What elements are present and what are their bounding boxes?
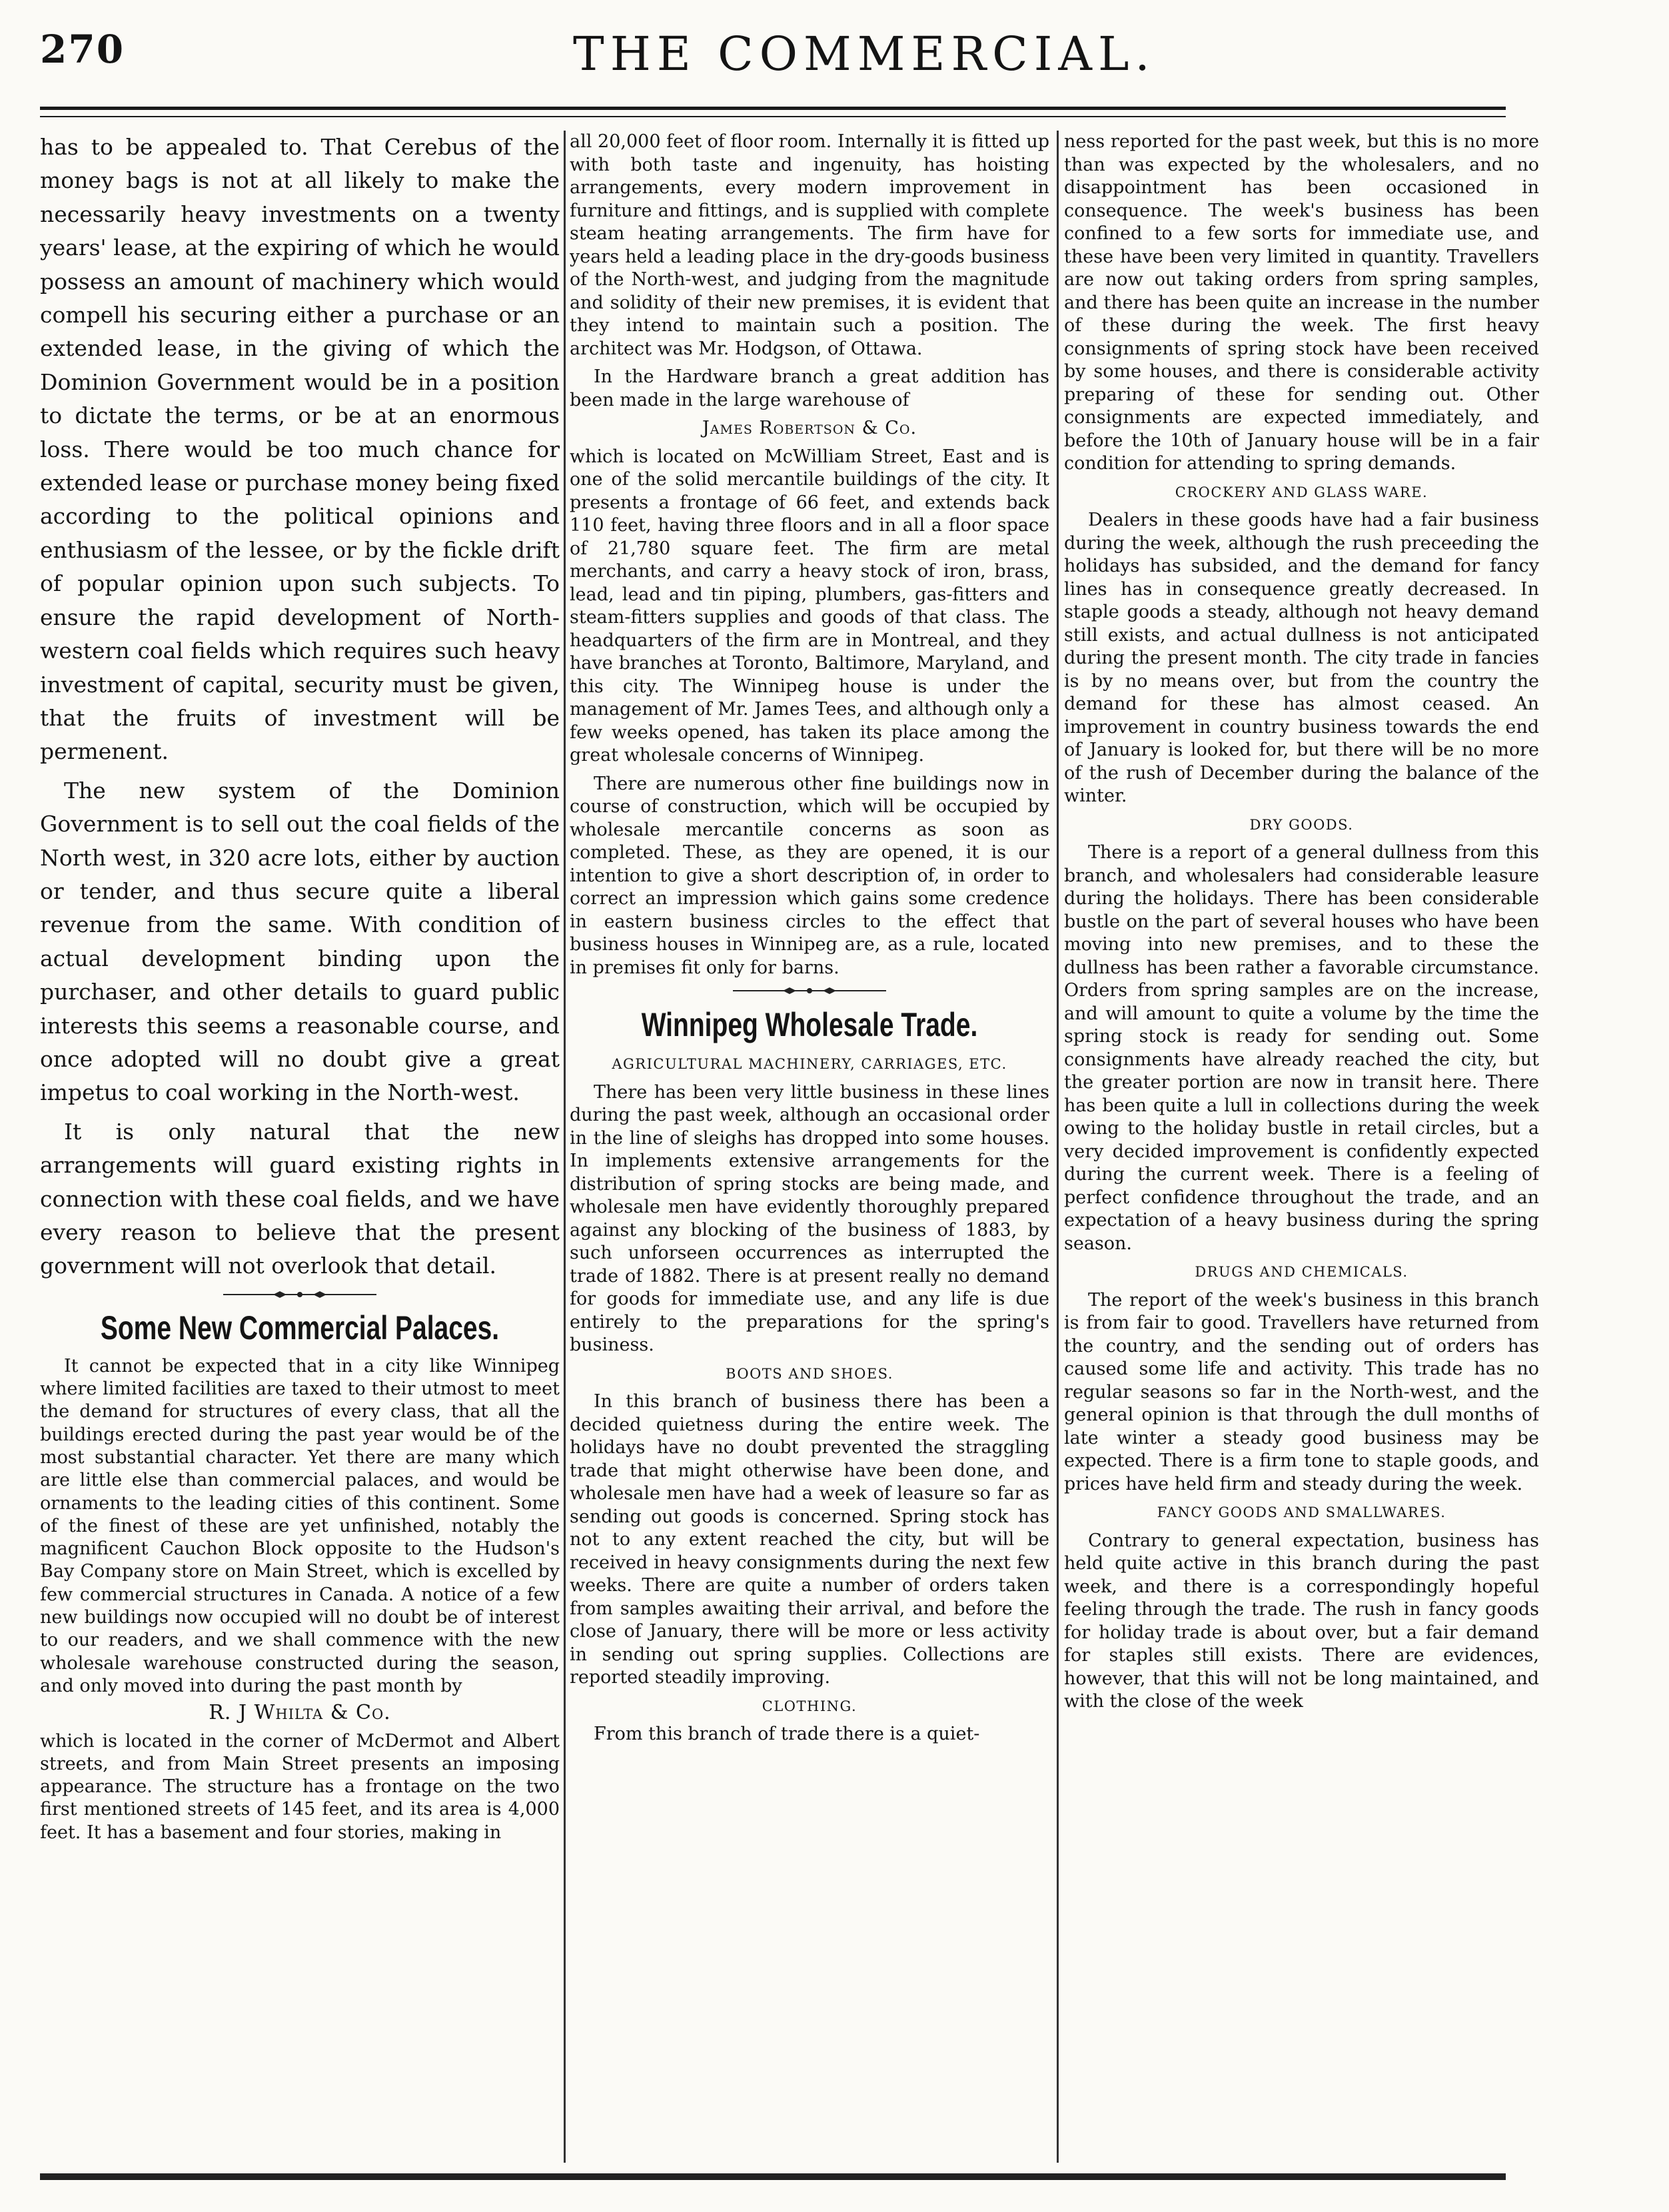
top-rule-thin	[40, 116, 1506, 117]
column-2	[570, 131, 1049, 2163]
col2-paragraph-3: which is located on McWilliam Street, East and is one of the solid mercantile buildings of the city. It presents a frontage of 66 feet, and extends back 110 feet, having three floors and in all a floor space of 21,780 square feet. The firm are metal merchants, and carry a heavy stock of iron, brass, lead, lead and tin piping, plumbers, gas-fitters and steam-fitters supplies and goods of that class. The headquarters of the firm are in Montreal, and they have branches at Toronto, Baltimore, Maryland, and this city. The Winnipeg house is under the management of Mr. James Tees, and although only a few weeks opened, has taken its place among the great wholesale concerns of Winnipeg.	[570, 446, 1049, 766]
col2-paragraph-7: From this branch of trade there is a quiet-	[594, 1724, 980, 1744]
headline-commercial-palaces: Some New Commercial Palaces.	[100, 1309, 500, 1347]
subhead-drugs: DRUGS AND CHEMICALS.	[1195, 1264, 1408, 1280]
col2-paragraph-5: There has been very little business in these lines during the past week, although an occasional order in the line of sleighs has dropped into some houses. In implements extensive arrangements for the distribution of spring stocks are being made, and wholesale men have evidently thoroughly prepared against any blocking of the business of 1883, by such unforseen occurrences as interrupted the trade of 1882. There is at present really no demand for goods for immediate use, and any life is due entirely to the preparations for the spring's business.	[570, 1081, 1049, 1355]
col3-paragraph-5: Contrary to general expectation, business has held quite active in this branch during the past week, and there is a correspondingly hopeful feeling through the trade. The rush in fancy goods for holiday trade is about over, but a fair demand for staples still exists. There are evidences, however, that this will not be long maintained, and with the close of the week	[1064, 1530, 1539, 1712]
firm-name-robertson: James Robertson & Co.	[702, 418, 917, 438]
col2-paragraph-1: all 20,000 feet of floor room. Internally it is fitted up with both taste and ingenuity, has hoisting arrangements, every modern improvement in furniture and fittings, and is supplied with complete steam heating arrangements. The firm have for years held a leading place in the dry-goods business of the North-west, and judging from the magnitude and solidity of their new premises, it is evident that they intend to maintain such a position. The architect was Mr. Hodgson, of Ottawa.	[570, 131, 1049, 359]
col3-paragraph-3: There is a report of a general dullness from this branch, and wholesalers had considerable leasure during the holidays. There has been considerable bustle on the part of several houses who have been moving into new premises, and to these the dullness has been rather a favorable circumstance. Orders from spring samples are on the increase, and will amount to quite a volume by the time the spring stock is ready for sending out. Some consignments have already reached the city, but the greater portion are now in transit here. There has been quite a lull in collections during the week owing to the holiday bustle in retail circles, but a very decided improvement is confidently expected during the current week. There is a feeling of perfect confidence throughout the trade, and an expectation of a heavy business during the spring season.	[1064, 842, 1539, 1254]
col2-paragraph-2: In the Hardware branch a great addition has been made in the large warehouse of	[570, 366, 1049, 410]
subhead-clothing: CLOTHING.	[762, 1698, 857, 1714]
subhead-fancy-goods: FANCY GOODS AND SMALLWARES.	[1157, 1504, 1446, 1520]
col3-paragraph-1: ness reported for the past week, but this is no more than was expected by the wholesalers, and no disappointment has been occasioned in consequence. The week's business has been confined to a few sorts for immediate use, and these have been very limited in quantity. Travellers are now out taking orders from spring samples, and there has been quite an increase in the number of these during the week. The first heavy consignments of spring stock have been received by some houses, and there is considerable activity preparing of these for sending out. Other consignments are expected immediately, and before the 10th of January house will be in a fair condition for attending to spring demands.	[1064, 131, 1539, 474]
col1-paragraph-3: It is only natural that the new arrangements will guard existing rights in connection with these coal fields, and we have every reason to believe that the present government will not overlook that detail.	[40, 1118, 560, 1279]
col2-paragraph-6: In this branch of business there has been a decided quietness during the entire week. The holidays have no doubt prevented the straggling trade that might otherwise have been done, and wholesale men have had a week of leasure so far as sending out goods is concerned. Spring stock has not to any extent reached the city, but will be received in heavy consignments during the next few weeks. There are quite a number of orders taken from samples awaiting their arrival, and before the close of January, there will be more or less activity in sending out spring supplies. Collections are reported steadily improving.	[570, 1391, 1049, 1688]
col2-paragraph-4: There are numerous other fine buildings now in course of construction, which will be occupied by wholesale mercantile concerns as soon as completed. These, as they are opened, it is our intention to give a short description of, in order to correct an impression which gains some credence in eastern business circles to the effect that business houses in Winnipeg are, as a rule, located in premises fit only for barns.	[570, 773, 1049, 978]
bottom-rule	[40, 2173, 1506, 2180]
subhead-boots-shoes: BOOTS AND SHOES.	[726, 1365, 893, 1382]
col1-paragraph-4: It cannot be expected that in a city like Winnipeg where limited facilities are taxed to their utmost to meet the demand for structures of every class, that all the buildings erected during the past year would be of the most substantial character. Yet there are many which are little else than commercial palaces, and would be ornaments to the leading cities of this continent. Some of the finest of these are yet unfinished, notably the magnificent Cauchon Block opposite to the Hudson's Bay Company store on Main Street, which is excelled by few commercial structures in Canada. A notice of a few new buildings now occupied will no doubt be of interest to our readers, and we shall commence with the new wholesale warehouse constructed during the season, and only moved into during the past month by	[40, 1355, 560, 1696]
col3-paragraph-2: Dealers in these goods have had a fair business during the week, although the rush preceeding the holidays has subsided, and the demand for fancy lines has in consequence greatly decreased. In staple goods a steady, although not heavy demand still exists, and actual dullness is not anticipated during the present month. The city trade in fancies is by no means over, but from the country the demand for these has almost ceased. An improvement in country business towards the end of January is looked for, but there will be no more of the rush of December during the balance of the winter.	[1064, 510, 1539, 806]
col1-small-text	[40, 1355, 560, 1844]
firm-name-whilta: R. J Whilta & Co.	[209, 1701, 391, 1725]
column-3	[1064, 131, 1539, 2163]
headline-wholesale-trade: Winnipeg Wholesale Trade.	[641, 1006, 978, 1043]
subhead-crockery: CROCKERY AND GLASS WARE.	[1175, 484, 1428, 500]
column-rule-1	[564, 131, 566, 2163]
col3-paragraph-4: The report of the week's business in this branch is from fair to good. Travellers have returned from the country, and the sending out of orders has caused some life and activity. This trade has no regular seasons so far in the North-west, and the general opinion is that through the dull months of late winter a steady good business may be expected. There is a firm tone to staple goods, and prices have held firm and steady during the week.	[1064, 1289, 1539, 1494]
column-1	[40, 131, 560, 2163]
section-divider	[40, 1290, 560, 1299]
col1-paragraph-1: has to be appealed to. That Cerebus of the money bags is not at all likely to make the necessarily heavy investments on a twenty years' lease, at the expiring of which he would possess an amount of machinery which would compell his securing either a purchase or an extended lease, in the giving of which the Dominion Government would be in a position to dictate the terms, or be at an enormous loss. There would be too much chance for extended lease or purchase money being fixed according to the political opinions and enthusiasm of the lessee, or by the fickle drift of popular opinion upon such subjects. To ensure the rapid development of North-western coal fields which requires such heavy investment of capital, security must be given, that the fruits of investment will be permenent.	[40, 134, 560, 765]
subhead-agricultural: AGRICULTURAL MACHINERY, CARRIAGES, ETC.	[612, 1056, 1007, 1072]
masthead-title: THE COMMERCIAL.	[573, 27, 1156, 81]
subhead-dry-goods: DRY GOODS.	[1249, 816, 1354, 833]
col1-paragraph-5: which is located in the corner of McDermot and Albert streets, and from Main Street presents an imposing appearance. The structure has a frontage on the two first mentioned streets of 145 feet, and its area is 4,000 feet. It has a basement and four stories, making in	[40, 1730, 560, 1843]
section-divider	[570, 986, 1049, 995]
page-number: 270	[40, 27, 125, 72]
col1-paragraph-2: The new system of the Dominion Government is to sell out the coal fields of the North west, in 320 acre lots, either by auction or tender, and thus secure quite a liberal revenue from the same. With condition of actual development binding upon the purchaser, and other details to guard public interests this seems a reasonable course, and once adopted will no doubt give a great impetus to coal working in the North-west.	[40, 777, 560, 1106]
column-rule-2	[1057, 131, 1059, 2163]
top-rule-thick	[40, 107, 1506, 110]
